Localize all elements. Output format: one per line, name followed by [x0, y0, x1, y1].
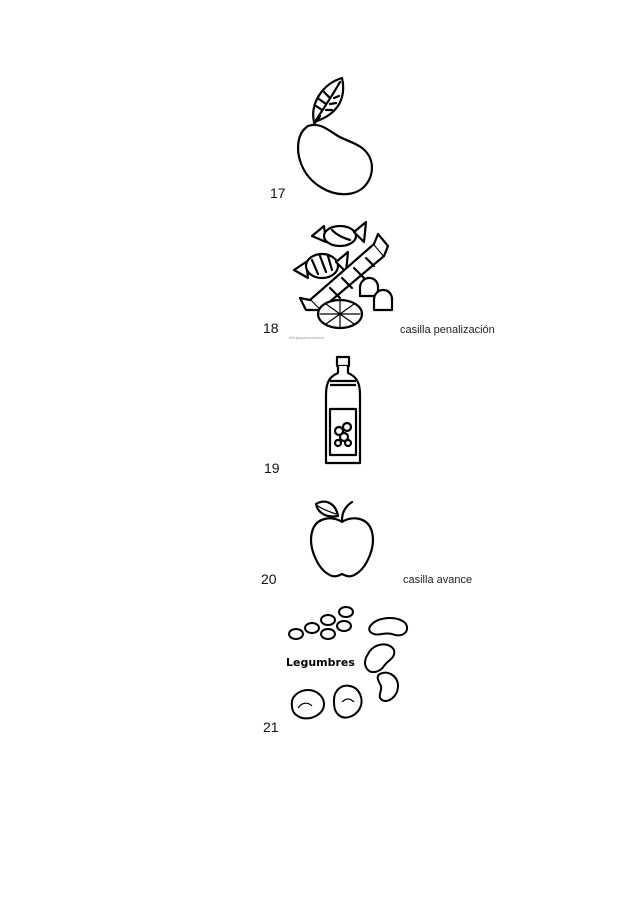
item-number-20: 20	[261, 571, 277, 587]
apple-icon	[306, 496, 378, 580]
advance-square-note: casilla avance	[403, 574, 473, 586]
image-watermark: dibujosparacolorear	[289, 335, 325, 340]
oil-bottle-icon	[320, 355, 366, 469]
legumes-caption: Legumbres	[286, 656, 355, 669]
penalty-square-note: casilla penalización	[400, 324, 495, 336]
pear-icon	[290, 74, 380, 200]
item-number-21: 21	[263, 719, 279, 735]
item-number-18: 18	[263, 320, 279, 336]
item-number-19: 19	[264, 460, 280, 476]
item-number-17: 17	[270, 185, 286, 201]
sweets-icon	[290, 218, 408, 332]
